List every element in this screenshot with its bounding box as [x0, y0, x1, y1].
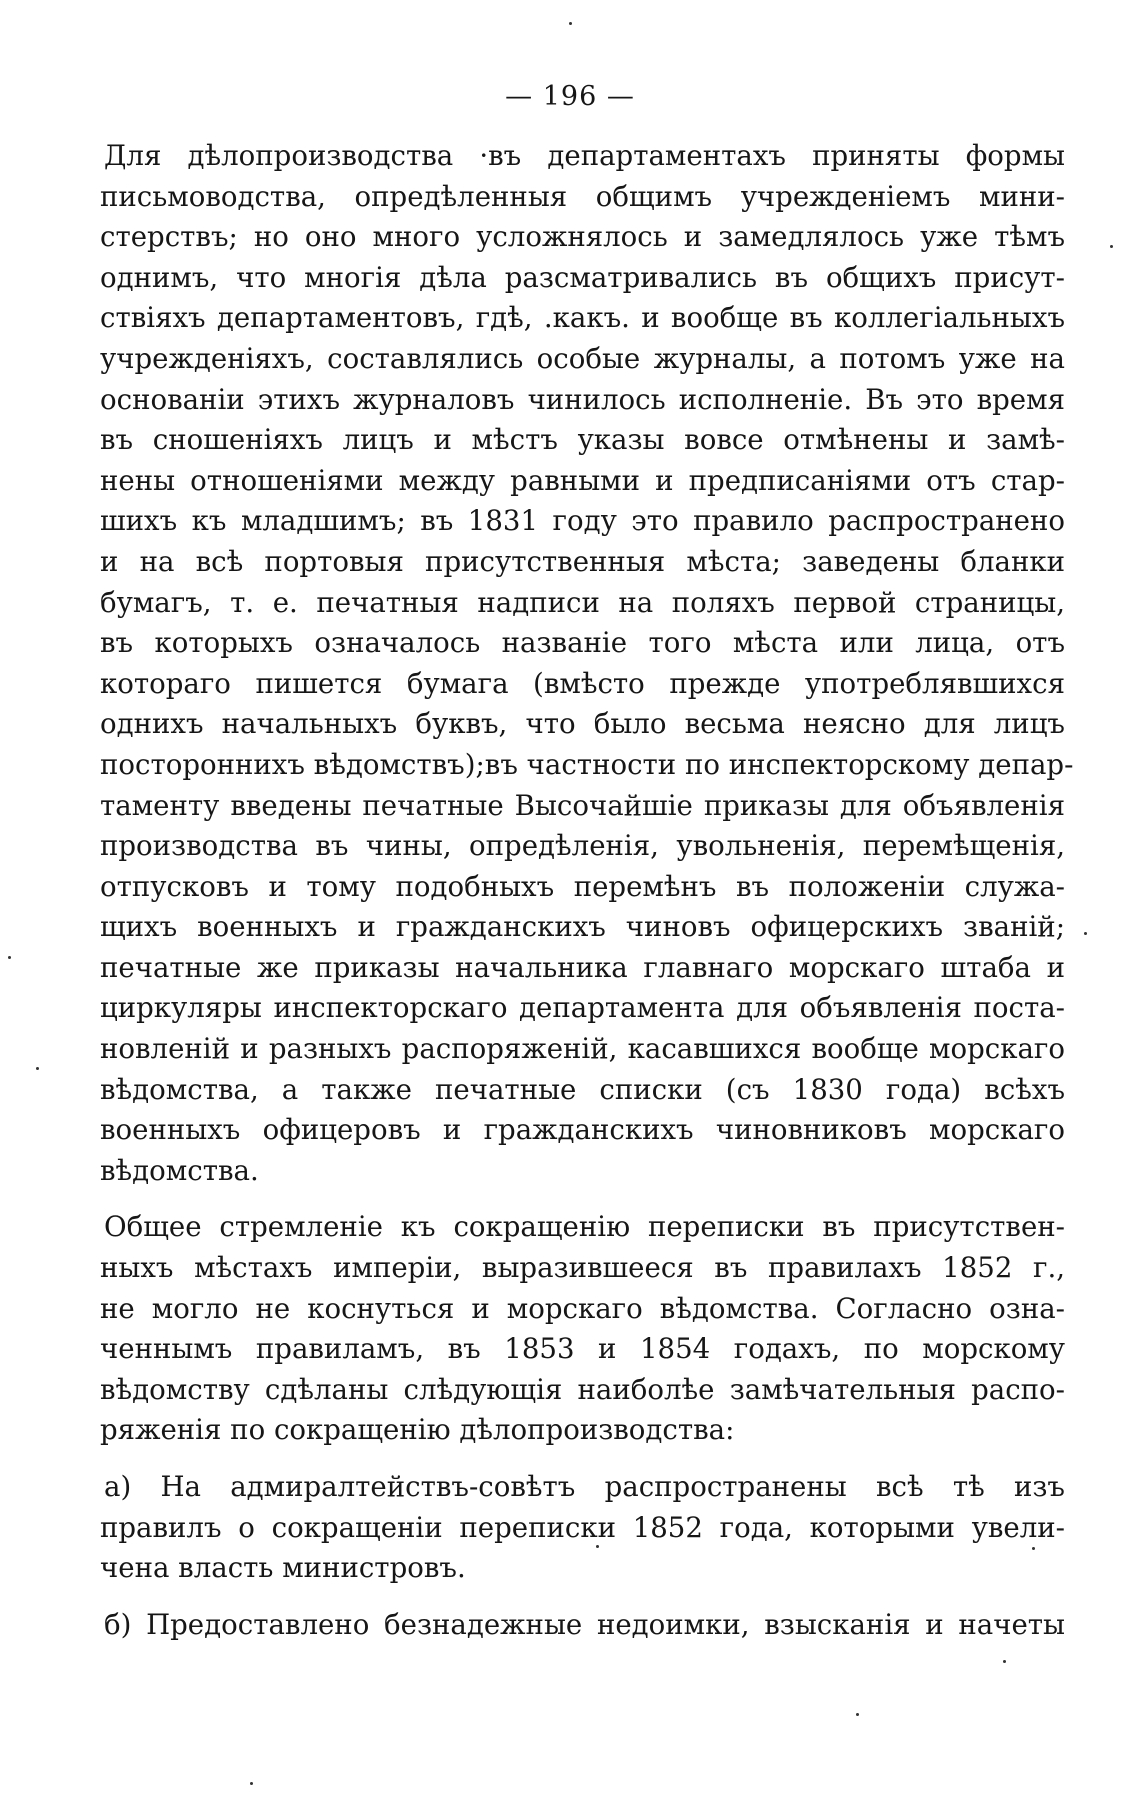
scan-speck: [856, 1713, 859, 1716]
text-line: однихъ начальныхъ буквъ, что было весьма неясно для лицъ: [100, 707, 1065, 741]
text-line: б) Предоставлено безнадежные недоимки, взысканія и начеты: [104, 1607, 1065, 1641]
text-line: нены отношеніями между равными и предписаніями отъ стар-: [100, 463, 1065, 497]
paragraph: [100, 1467, 1065, 1589]
text-line: ныхъ мѣстахъ имперіи, выразившееся въ правилахъ 1852 г.,: [100, 1251, 1065, 1285]
text-line: котораго пишется бумага (вмѣсто прежде употреблявшихся: [100, 666, 1065, 700]
text-line: ствіяхъ департаментовъ, гдѣ, .какъ. и вообще въ коллегіальныхъ: [100, 301, 1065, 335]
text-line: отпусковъ и тому подобныхъ перемѣнъ въ положеніи служа-: [100, 869, 1065, 903]
scan-speck: [1032, 1547, 1035, 1550]
scan-speck: [1084, 932, 1087, 935]
text-line: вѣдомству сдѣланы слѣдующія наиболѣе замѣчательныя распо-: [100, 1372, 1065, 1406]
scan-speck: [569, 22, 572, 25]
paragraph: [100, 1605, 1065, 1646]
scan-speck: [250, 1782, 253, 1785]
text-line: въ которыхъ означалось названіе того мѣста или лица, отъ: [100, 626, 1065, 660]
text-line: бумагъ, т. е. печатныя надписи на поляхъ первой страницы,: [100, 585, 1065, 619]
paragraph: [100, 1207, 1065, 1451]
text-line: циркуляры инспекторскаго департамента для объявленія поста-: [100, 991, 1065, 1025]
text-line: учрежденіяхъ, составлялись особые журналы, а потомъ уже на: [100, 341, 1065, 375]
text-line: стерствъ; но оно много усложнялось и замедлялось уже тѣмъ: [100, 220, 1065, 254]
text-line: щихъ военныхъ и гражданскихъ чиновъ офицерскихъ званій;: [100, 910, 1065, 944]
text-line: письмоводства, опредѣленныя общимъ учрежденіемъ мини-: [100, 179, 1065, 213]
text-line: и на всѣ портовыя присутственныя мѣста; заведены бланки: [100, 544, 1065, 578]
scan-speck: [1110, 245, 1113, 248]
scan-speck: [8, 956, 11, 959]
scan-speck: [1003, 1660, 1006, 1663]
text-line: ряженія по сокращенію дѣлопроизводства:: [100, 1413, 735, 1447]
text-line: военныхъ офицеровъ и гражданскихъ чиновниковъ морскаго: [100, 1113, 1065, 1147]
page-number: — 196 —: [505, 81, 635, 112]
text-line: вѣдомства.: [100, 1153, 259, 1187]
text-line: Для дѣлопроизводства ·въ департаментахъ приняты формы: [104, 139, 1065, 172]
text-line: основаніи этихъ журналовъ чинилось исполненіе. Въ это время: [100, 382, 1065, 416]
text-line: чена власть министровъ.: [100, 1551, 466, 1585]
scan-speck: [596, 1545, 599, 1548]
text-line: шихъ къ младшимъ; въ 1831 году это правило распространено: [100, 504, 1065, 538]
text-line: въ сношеніяхъ лицъ и мѣстъ указы вовсе отмѣнены и замѣ-: [100, 423, 1065, 457]
page-body: [100, 136, 1074, 1645]
paragraph: [100, 136, 1074, 1191]
text-line: таменту введены печатные Высочайшіе приказы для объявленія: [100, 788, 1065, 822]
text-line: Общее стремленіе къ сокращенію переписки въ присутствен-: [104, 1210, 1065, 1244]
scan-speck: [36, 1067, 39, 1070]
text-line: однимъ, что многія дѣла разсматривались въ общихъ присут-: [100, 260, 1065, 294]
text-line: новленій и разныхъ распоряженій, касавшихся вообще морскаго: [100, 1032, 1065, 1066]
text-line: ченнымъ правиламъ, въ 1853 и 1854 годахъ, по морскому: [100, 1332, 1065, 1366]
text-line: правилъ о сокращеніи переписки 1852 года, которыми увели-: [100, 1510, 1065, 1544]
text-line: постороннихъ вѣдомствъ);въ частности по инспекторскому депар-: [100, 747, 1074, 781]
text-line: вѣдомства, а также печатные списки (съ 1830 года) всѣхъ: [100, 1072, 1065, 1106]
text-line: а) На адмиралтействъ-совѣтъ распространены всѣ тѣ изъ: [104, 1470, 1065, 1503]
text-line: не могло не коснуться и морскаго вѣдомства. Согласно озна-: [100, 1291, 1065, 1325]
text-line: печатные же приказы начальника главнаго морскаго штаба и: [100, 950, 1065, 984]
text-line: производства въ чины, опредѣленія, увольненія, перемѣщенія,: [100, 829, 1065, 863]
